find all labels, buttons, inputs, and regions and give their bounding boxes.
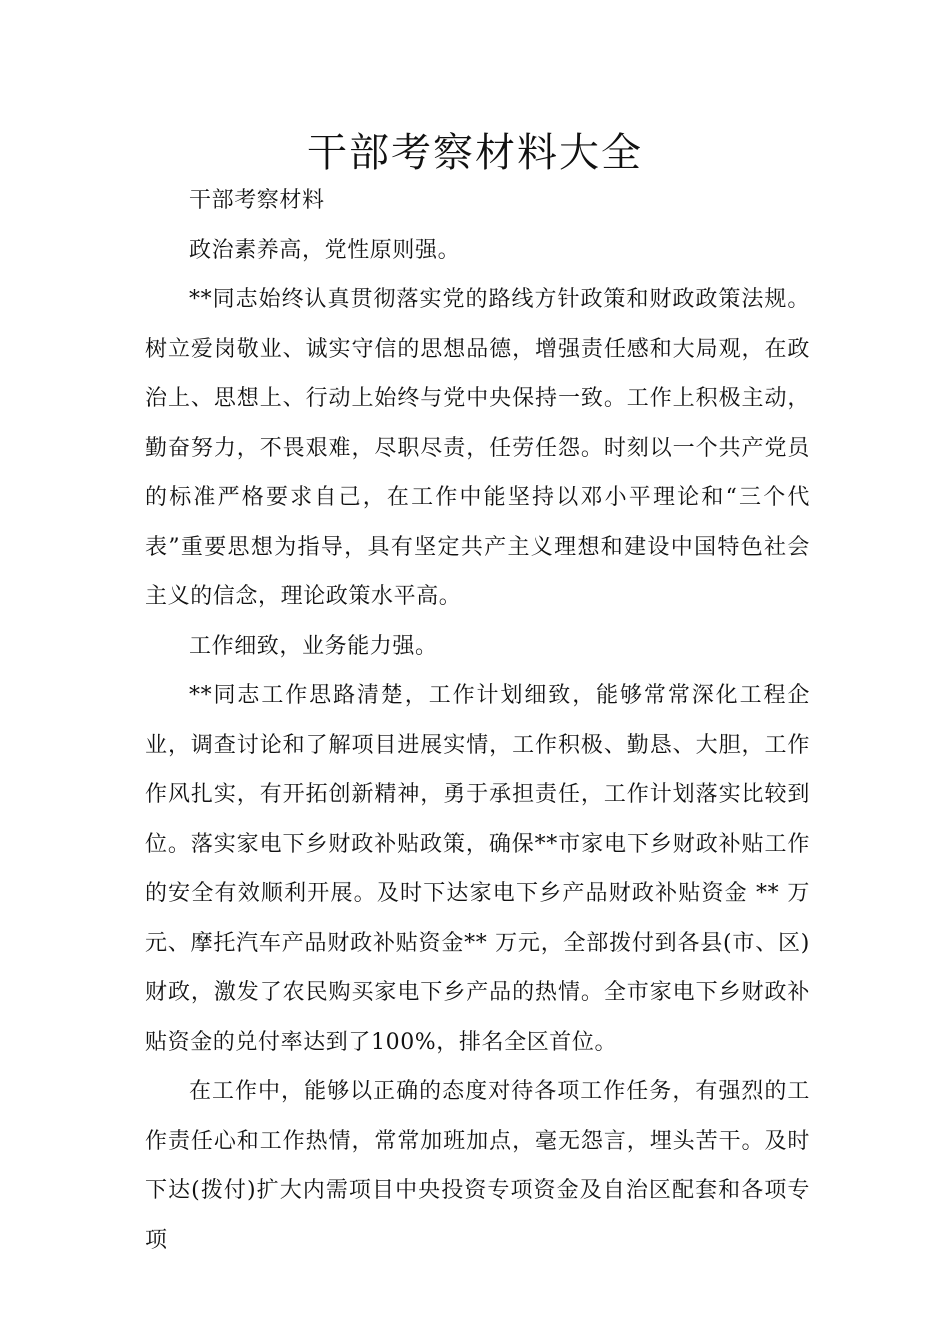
- document-title: 干部考察材料大全: [307, 130, 643, 176]
- paragraph-work: **同志工作思路清楚，工作计划细致，能够常常深化工程企业，调查讨论和了解项目进展实情，工作积极、勤恳、大胆，工作作风扎实，有开拓创新精神，勇于承担责任，工作计划落实比较到位。落实家电下乡财政补贴政策，确保**市家电下乡财政补贴工作的安全有效顺利开展。及时下达家电下乡产品财政补贴资金 ** 万元、摩托汽车产品财政补贴资金** 万元，全部拨付到各县(市、区)财政，激发了农民购买家电下乡产品的热情。全市家电下乡财政补贴资金的兑付率达到了100%，排名全区首位。: [145, 683, 810, 1055]
- document-body: [145, 176, 810, 1265]
- paragraph-heading-political: 政治素养高，党性原则强。: [189, 237, 461, 263]
- section-heading: 干部考察材料: [189, 188, 325, 213]
- paragraph-heading-work: 工作细致，业务能力强。: [189, 633, 438, 659]
- paragraph-attitude: 在工作中，能够以正确的态度对待各项工作任务，有强烈的工作责任心和工作热情，常常加班加点，毫无怨言，埋头苦干。及时下达(拨付)扩大内需项目中央投资专项资金及自治区配套和各项专项: [145, 1079, 810, 1253]
- paragraph-political: **同志始终认真贯彻落实党的路线方针政策和财政政策法规。树立爱岗敬业、诚实守信的思想品德，增强责任感和大局观，在政治上、思想上、行动上始终与党中央保持一致。工作上积极主动，勤奋努力，不畏艰难，尽职尽责，任劳任怨。时刻以一个共产党员的标准严格要求自己，在工作中能坚持以邓小平理论和“三个代表”重要思想为指导，具有坚定共产主义理想和建设中国特色社会主义的信念，理论政策水平高。: [145, 287, 810, 609]
